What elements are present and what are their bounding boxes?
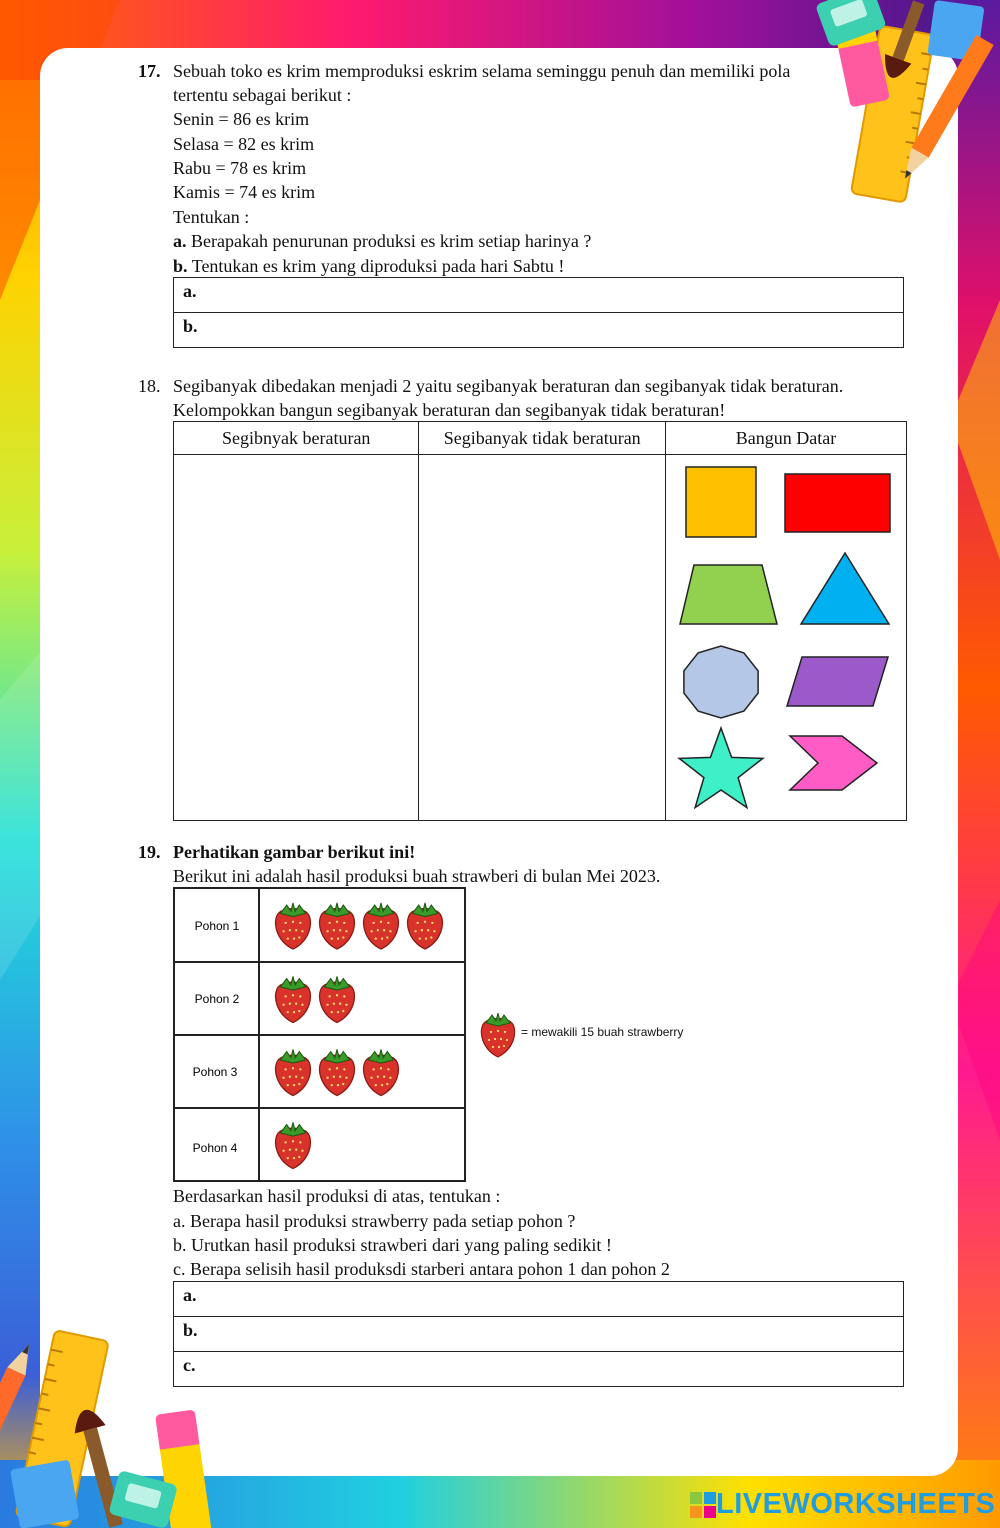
- square-shape[interactable]: [686, 467, 756, 537]
- subquestion-a: [173, 229, 591, 254]
- subquestion-label: b.: [173, 256, 188, 276]
- answer-table: [173, 277, 904, 348]
- rectangle-shape[interactable]: [785, 474, 890, 532]
- strawberry-icon: [276, 976, 311, 1022]
- answer-field-b[interactable]: b.: [174, 313, 904, 348]
- tentukan-label: Tentukan :: [173, 207, 250, 227]
- logo-icon: [690, 1492, 716, 1518]
- subquestion-text: Tentukan es krim yang diproduksi pada hari Sabtu !: [191, 256, 565, 276]
- column-header: Segibanyak tidak beraturan: [419, 422, 666, 455]
- strawberry-icon: [364, 1049, 399, 1095]
- answer-table: [173, 1281, 904, 1387]
- shapes-cell: [666, 455, 907, 821]
- answer-field-a[interactable]: a.: [174, 278, 904, 313]
- subquestion-label: a.: [173, 231, 187, 251]
- strawberry-icon: [408, 903, 443, 949]
- subquestion-c: c. Berapa selisih hasil produksdi starberi antara pohon 1 dan pohon 2: [173, 1259, 670, 1279]
- question-heading: Perhatikan gambar berikut ini!: [173, 842, 416, 862]
- strawberry-icon: [481, 1013, 514, 1057]
- drop-zone-regular[interactable]: [174, 455, 419, 821]
- strawberry-icon: [276, 903, 311, 949]
- drop-zone-irregular[interactable]: [419, 455, 666, 821]
- prompt-text: Berdasarkan hasil produksi di atas, tentukan :: [173, 1186, 501, 1206]
- data-line: Kamis = 74 es krim: [173, 182, 316, 202]
- data-line: Rabu = 78 es krim: [173, 158, 307, 178]
- liveworksheets-logo: [690, 1488, 995, 1521]
- question-text: Sebuah toko es krim memproduksi eskrim selama seminggu penuh dan memiliki pola: [173, 61, 791, 81]
- subquestion-b: b. Urutkan hasil produksi strawberi dari yang paling sedikit !: [173, 1235, 612, 1255]
- decagon-shape[interactable]: [684, 646, 758, 718]
- column-header: Bangun Datar: [666, 422, 907, 455]
- answer-field-a[interactable]: a.: [174, 1282, 904, 1317]
- row-label-pohon-2: Pohon 2: [194, 992, 240, 1006]
- row-label-pohon-1: Pohon 1: [194, 919, 240, 933]
- row-label-pohon-3: Pohon 3: [192, 1065, 238, 1079]
- strawberry-icon: [478, 1009, 520, 1059]
- column-header: Segibnyak beraturan: [174, 422, 419, 455]
- data-line: Senin = 86 es krim: [173, 109, 310, 129]
- pictogram: [173, 887, 467, 1183]
- question-number: 17.: [138, 61, 161, 81]
- chevron-shape[interactable]: [790, 736, 877, 790]
- answer-field-b[interactable]: b.: [174, 1317, 904, 1352]
- question-number: 18.: [138, 376, 161, 396]
- row-label-pohon-4: Pohon 4: [192, 1141, 238, 1155]
- subquestion-text: Berapakah penurunan produksi es krim setiap harinya ?: [191, 231, 592, 251]
- strawberry-icon: [276, 1122, 311, 1168]
- data-line: Selasa = 82 es krim: [173, 134, 315, 154]
- parallelogram-shape[interactable]: [787, 657, 888, 706]
- strawberry-icon: [320, 1049, 355, 1095]
- subquestion-a: a. Berapa hasil produksi strawberry pada setiap pohon ?: [173, 1211, 576, 1231]
- legend-text: = mewakili 15 buah strawberry: [521, 1025, 684, 1039]
- question-number: 19.: [138, 842, 161, 862]
- star-shape[interactable]: [679, 728, 763, 808]
- question-text: tertentu sebagai berikut :: [173, 85, 352, 105]
- triangle-shape[interactable]: [801, 553, 889, 624]
- question-text: Kelompokkan bangun segibanyak beraturan dan segibanyak tidak beraturan!: [173, 400, 726, 420]
- brand-text: LIVEWORKSHEETS: [716, 1488, 996, 1520]
- question-text: Berikut ini adalah hasil produksi buah strawberi di bulan Mei 2023.: [173, 866, 661, 886]
- strawberry-icon: [276, 1049, 311, 1095]
- subquestion-b: [173, 254, 564, 279]
- question-text: Segibanyak dibedakan menjadi 2 yaitu segibanyak beraturan dan segibanyak tidak beraturan.: [173, 376, 844, 396]
- trapezoid-shape[interactable]: [680, 565, 777, 624]
- strawberry-icon: [364, 903, 399, 949]
- answer-field-c[interactable]: c.: [174, 1352, 904, 1387]
- grouping-table: [173, 421, 907, 821]
- shapes-panel: [666, 455, 906, 815]
- strawberry-icon: [320, 976, 355, 1022]
- strawberry-icon: [320, 903, 355, 949]
